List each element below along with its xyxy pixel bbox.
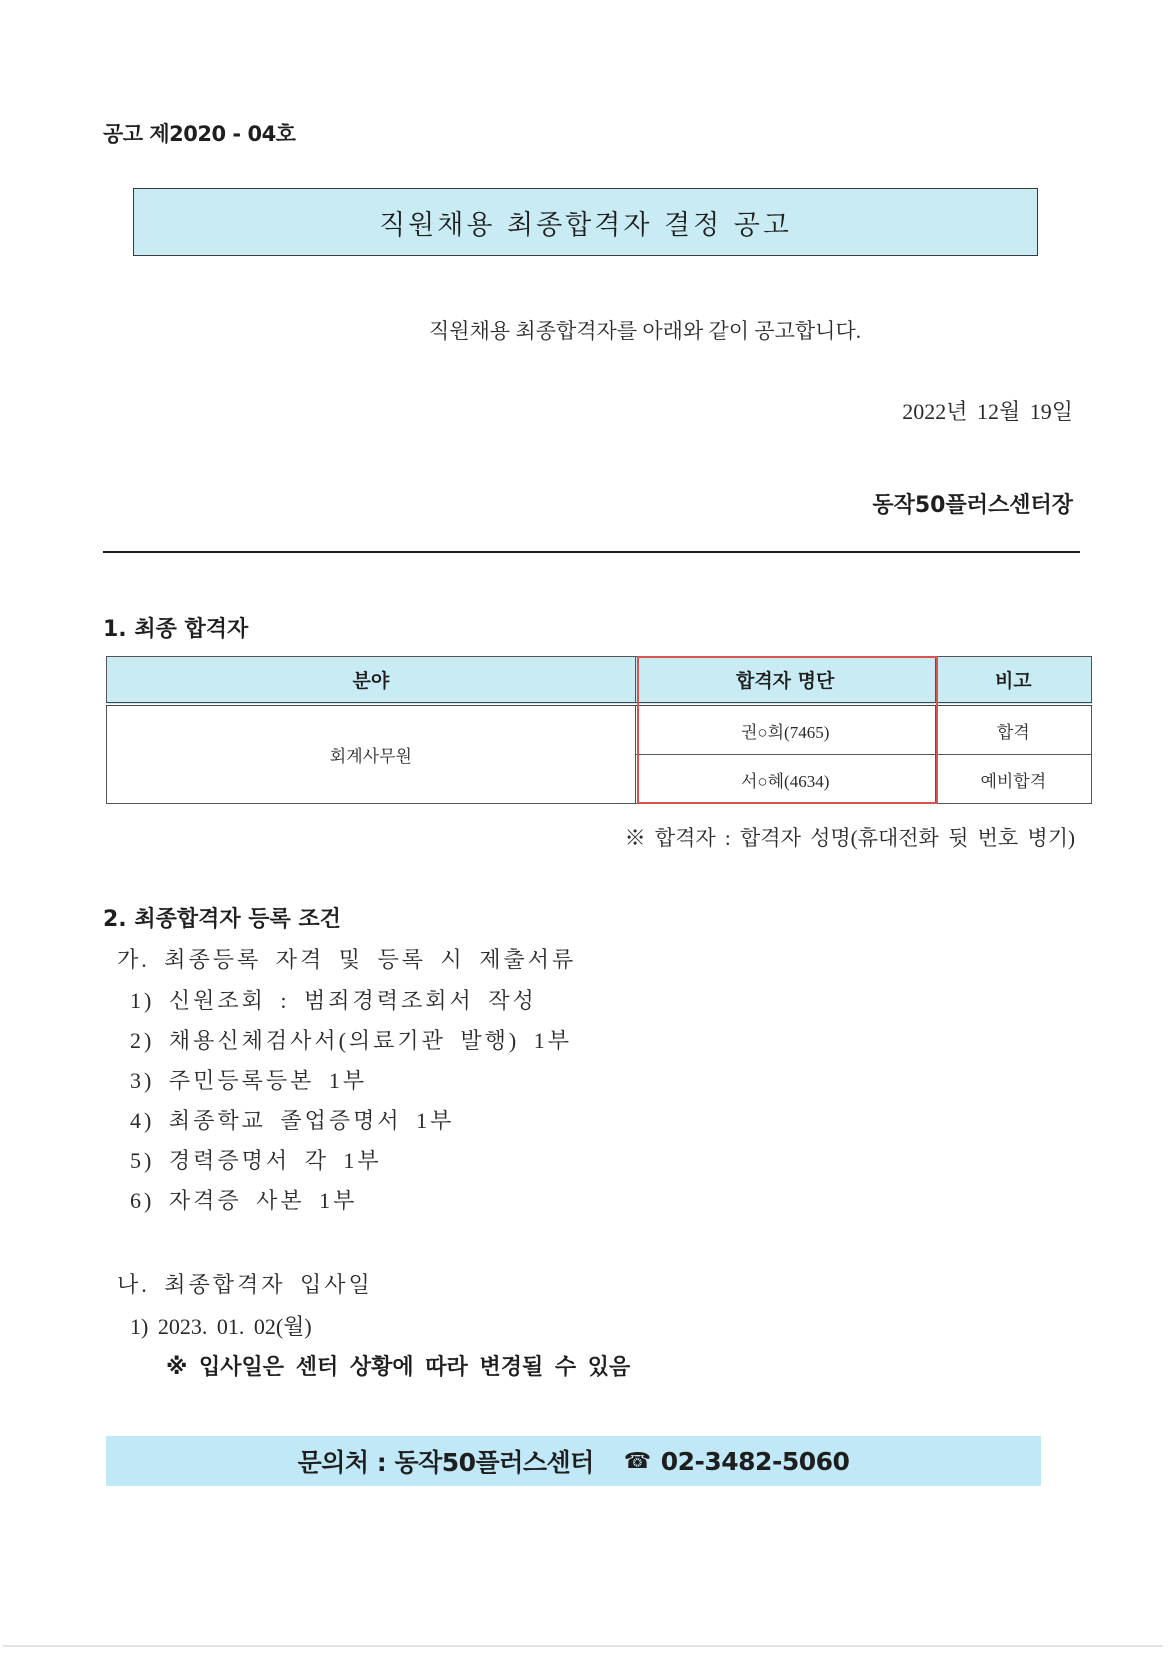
start-date: 1) 2023. 01. 02(월) xyxy=(130,1314,312,1339)
scan-edge-line xyxy=(3,1645,1163,1647)
applicant-name-cell: 권○희(7465) xyxy=(635,704,935,755)
table-row xyxy=(107,704,1092,755)
header-names: 합격자 명단 xyxy=(635,657,935,705)
subsection-b-heading: 나. 최종합격자 입사일 xyxy=(117,1272,373,1297)
document-item: 5) 경력증명서 각 1부 xyxy=(130,1148,382,1173)
document-item: 4) 최종학교 졸업증명서 1부 xyxy=(130,1108,455,1133)
document-title: 직원채용 최종합격자 결정 공고 xyxy=(379,209,792,241)
header-note: 비고 xyxy=(935,657,1091,705)
contact-phone: 02-3482-5060 xyxy=(660,1446,850,1476)
table-footnote: ※ 합격자 : 합격자 성명(휴대전화 뒷 번호 병기) xyxy=(624,826,1075,850)
field-cell: 회계사무원 xyxy=(107,704,636,804)
notice-number: 공고 제2020 - 04호 xyxy=(103,122,296,146)
contact-label: 문의처 : 동작50플러스센터 xyxy=(297,1448,594,1477)
applicant-note-cell: 합격 xyxy=(935,704,1091,755)
section-2-heading: 2. 최종합격자 등록 조건 xyxy=(103,907,341,932)
phone-icon: ☎ xyxy=(623,1448,651,1474)
document-item: 6) 자격증 사본 1부 xyxy=(130,1188,358,1213)
table-header-row xyxy=(107,657,1092,705)
issuer: 동작50플러스센터장 xyxy=(872,493,1073,518)
subsection-a-heading: 가. 최종등록 자격 및 등록 시 제출서류 xyxy=(117,947,577,972)
horizontal-divider xyxy=(103,551,1080,553)
contact-bar xyxy=(106,1436,1041,1486)
applicant-name-cell: 서○혜(4634) xyxy=(635,755,935,804)
final-applicants-table xyxy=(106,656,1092,804)
document-item: 3) 주민등록등본 1부 xyxy=(130,1068,368,1093)
section-1-heading: 1. 최종 합격자 xyxy=(103,617,249,642)
header-field: 분야 xyxy=(107,657,636,705)
document-item: 1) 신원조회 : 범죄경력조회서 작성 xyxy=(130,988,537,1013)
document-item: 2) 채용신체검사서(의료기관 발행) 1부 xyxy=(130,1028,573,1053)
document-title-box xyxy=(133,188,1038,256)
intro-text: 직원채용 최종합격자를 아래와 같이 공고합니다. xyxy=(429,319,861,343)
applicant-note-cell: 예비합격 xyxy=(935,755,1091,804)
start-date-note: ※ 입사일은 센터 상황에 따라 변경될 수 있음 xyxy=(166,1355,631,1380)
announcement-date: 2022년 12월 19일 xyxy=(902,399,1073,424)
